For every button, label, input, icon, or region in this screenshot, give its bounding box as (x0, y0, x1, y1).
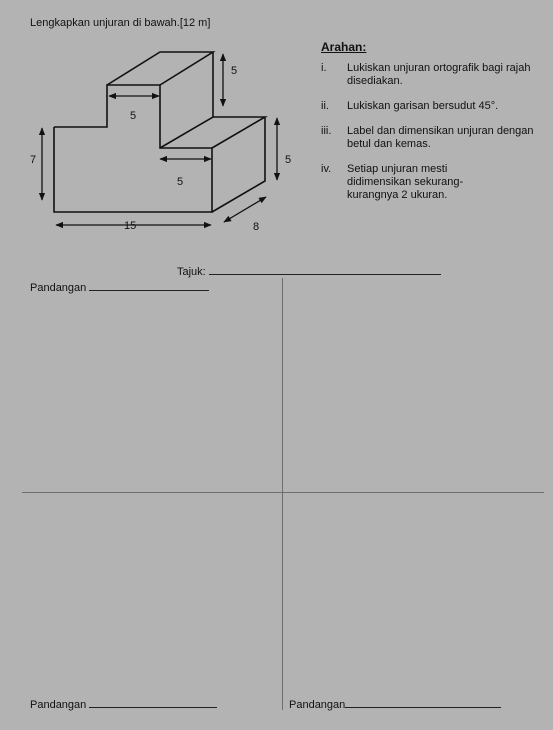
instruction-item (321, 125, 546, 151)
dim-label-top-height: 5 (231, 65, 238, 77)
view-label-text: Pandangan (30, 699, 87, 711)
view-label-bottom-left (30, 697, 217, 712)
dim-label-step-width-lower: 5 (177, 176, 184, 188)
title-blank[interactable] (209, 264, 441, 275)
view-name-blank[interactable] (89, 280, 209, 291)
title-label: Tajuk: (177, 266, 206, 278)
instructions-panel (321, 40, 546, 214)
view-label-top-left (30, 280, 209, 295)
view-name-blank[interactable] (89, 697, 217, 708)
instruction-item (321, 163, 546, 202)
instruction-number: i. (321, 62, 327, 74)
view-label-bottom-right (289, 697, 501, 712)
instruction-item (321, 62, 546, 88)
instruction-number: ii. (321, 100, 329, 112)
dim-label-left-height: 7 (30, 154, 37, 166)
isometric-figure (20, 40, 320, 240)
dim-label-step-width-top: 5 (130, 110, 137, 122)
instruction-text: Label dan dimensikan unjuran dengan betul dan kemas. (347, 125, 534, 150)
title-row (177, 264, 441, 279)
view-label-text: Pandangan (30, 282, 87, 294)
horizontal-divider (22, 492, 544, 493)
view-label-text: Pandangan (289, 699, 346, 711)
dim-label-total-width: 15 (124, 220, 137, 232)
view-name-blank[interactable] (345, 697, 501, 708)
vertical-divider (282, 278, 283, 710)
instruction-item (321, 100, 546, 113)
instruction-text: Lukiskan garisan bersudut 45°. (347, 100, 499, 112)
instruction-text: Lukiskan unjuran ortografik bagi rajah disediakan. (347, 62, 531, 87)
question-text: Lengkapkan unjuran di bawah.[12 m] (30, 17, 211, 29)
instruction-text: Setiap unjuran mesti didimensikan sekurang-kurangnya 2 ukuran. (347, 163, 464, 201)
dim-label-right-height: 5 (285, 154, 292, 166)
instruction-number: iii. (321, 125, 332, 137)
instruction-number: iv. (321, 163, 332, 175)
instructions-heading: Arahan: (321, 40, 367, 54)
dim-label-depth: 8 (253, 221, 260, 233)
